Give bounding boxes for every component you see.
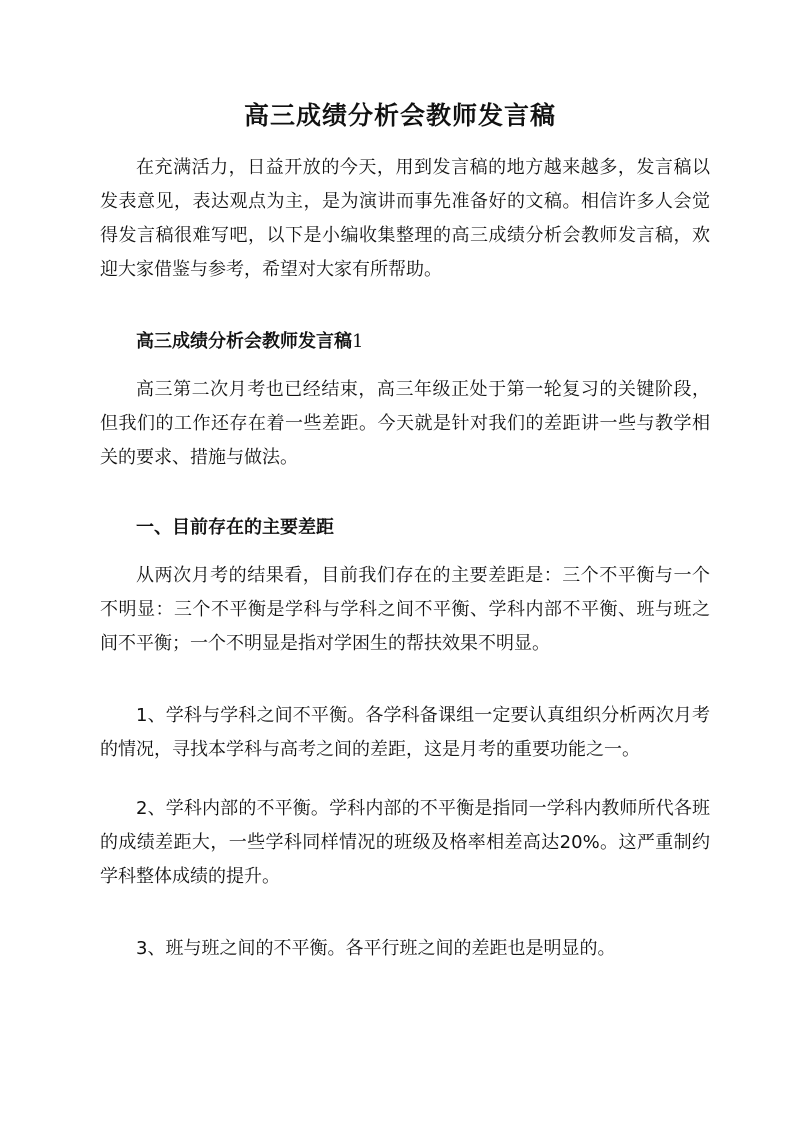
- section-heading: [136, 327, 363, 357]
- list-item-3: 3、班与班之间的不平衡。各平行班之间的差距也是明显的。: [136, 938, 616, 959]
- list-item-1: 1、学科与学科之间不平衡。各学科备课组一定要认真组织分析两次月考的情况，寻找本学科与高考之间的差距，这是月考的重要功能之一。: [100, 705, 710, 760]
- list-item-2: 2、学科内部的不平衡。学科内部的不平衡是指同一学科内教师所代各班的成绩差距大，一些学科同样情况的班级及格率相差高达20%。这严重制约学科整体成绩的提升。: [100, 798, 710, 887]
- intro-paragraph: 在充满活力，日益开放的今天，用到发言稿的地方越来越多，发言稿以发表意见，表达观点为主，是为演讲而事先准备好的文稿。相信许多人会觉得发言稿很难写吧，以下是小编收集整理的高三成绩分析会教师发言稿，欢迎大家借鉴与参考，希望对大家有所帮助。: [100, 157, 710, 280]
- section-heading-number: 1: [352, 331, 364, 352]
- section-heading-text: 高三成绩分析会教师发言稿: [136, 331, 352, 352]
- subheading-main-gaps: 一、目前存在的主要差距: [136, 517, 334, 538]
- paragraph-1: 高三第二次月考也已经结束，高三年级正处于第一轮复习的关键阶段，但我们的工作还存在着一些差距。今天就是针对我们的差距讲一些与教学相关的要求、措施与做法。: [100, 379, 710, 468]
- paragraph-2: 从两次月考的结果看，目前我们存在的主要差距是：三个不平衡与一个不明显：三个不平衡是学科与学科之间不平衡、学科内部不平衡、班与班之间不平衡；一个不明显是指对学困生的帮扶效果不明显。: [100, 565, 710, 654]
- document-title: 高三成绩分析会教师发言稿: [243, 101, 556, 130]
